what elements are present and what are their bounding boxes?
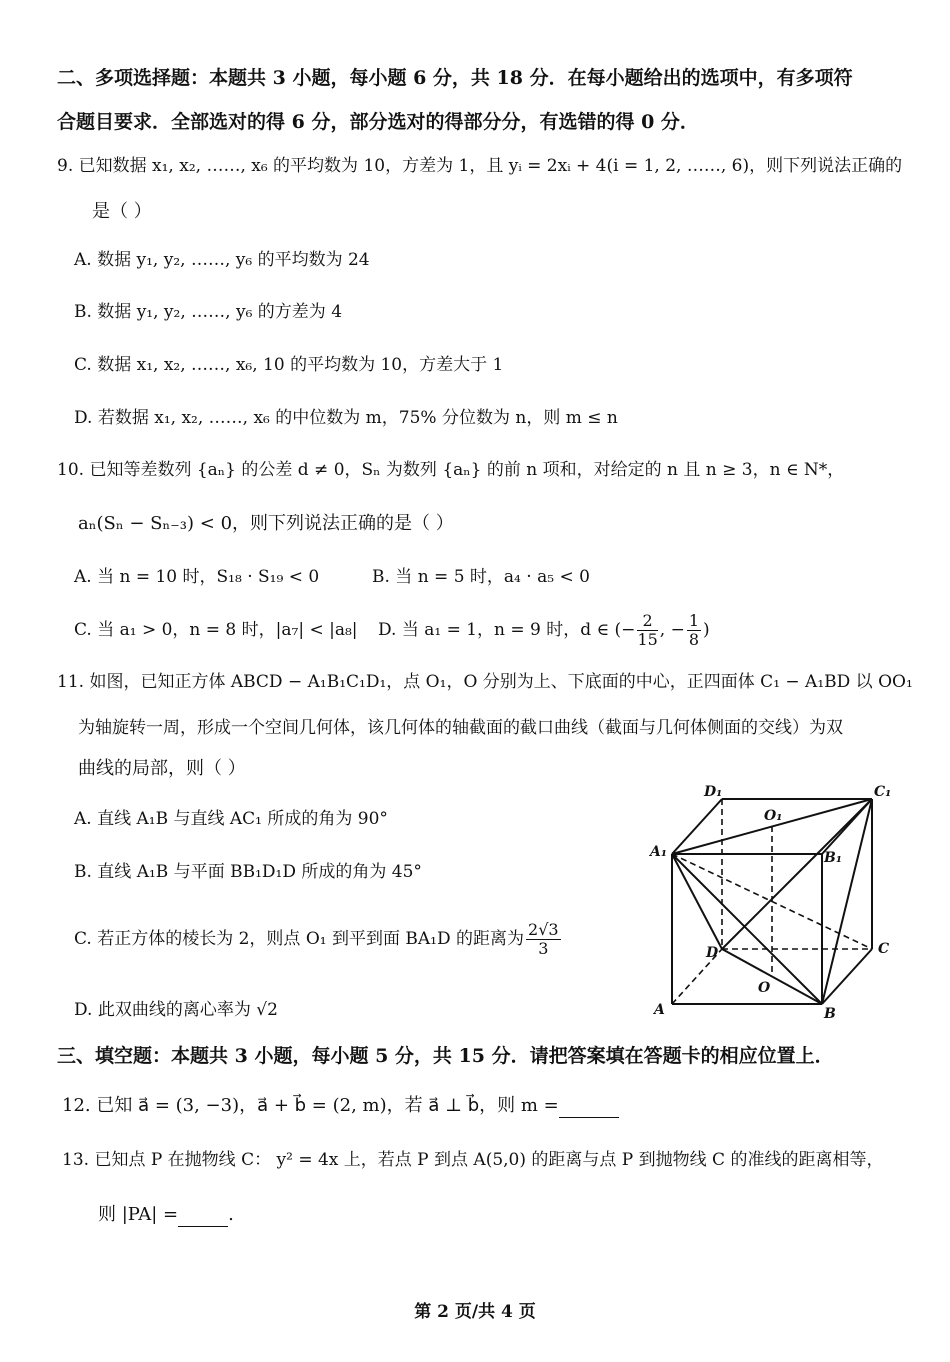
q9-stem-line1: 9. 已知数据 x₁, x₂, ……, x₆ 的平均数为 10，方差为 1，且 yᵢ = 2xᵢ + 4(i = 1, 2, ……, 6)，则下列说法正确的 [57, 156, 903, 176]
label-c: C [878, 941, 890, 957]
q10-option-d-suffix: ) [703, 620, 710, 640]
q12-text: 12. 已知 a⃗ = (3, −3)，a⃗ + b⃗ = (2, m)，若 a⃗ ⊥ b⃗，则 m = [62, 1095, 559, 1116]
label-d1: D₁ [704, 784, 723, 800]
q13-stem-line1: 13. 已知点 P 在抛物线 C： y² = 4x 上，若点 P 到点 A(5,0) 的距离与点 P 到抛物线 C 的准线的距离相等， [62, 1150, 884, 1170]
section3-heading: 三、填空题：本题共 3 小题，每小题 5 分，共 15 分．请把答案填在答题卡的相应位置上． [57, 1045, 834, 1067]
q11-stem-line3: 曲线的局部，则（ ） [78, 758, 246, 779]
answer-blank [559, 1099, 619, 1118]
q11-stem-line2: 为轴旋转一周，形成一个空间几何体，该几何体的轴截面的截口曲线（截面与几何体侧面的交线）为双 [78, 718, 843, 738]
fraction-1-8: $\frac{1}{8}$ [688, 611, 700, 649]
q9-option-d: D. 若数据 x₁, x₂, ……, x₆ 的中位数为 m，75% 分位数为 n，则 m ≤ n [74, 408, 618, 428]
label-o1: O₁ [764, 808, 783, 824]
edge-a1-b [672, 854, 822, 1004]
edge-c1-d [722, 799, 872, 949]
q11-option-b: B. 直线 A₁B 与平面 BB₁D₁D 所成的角为 45° [74, 862, 422, 882]
cube-figure [640, 782, 905, 1024]
label-b1: B₁ [824, 850, 842, 866]
q10-stem-line2: aₙ(Sₙ − Sₙ₋₃) < 0，则下列说法正确的是（ ） [78, 513, 454, 534]
q10-option-d [378, 612, 710, 649]
edge-a1-d [672, 854, 722, 949]
q11-stem-line1: 11. 如图，已知正方体 ABCD − A₁B₁C₁D₁，点 O₁，O 分别为上、下底面的中心，正四面体 C₁ − A₁BD 以 OO₁ [57, 672, 913, 692]
q9-option-a: A. 数据 y₁, y₂, ……, y₆ 的平均数为 24 [74, 250, 370, 270]
q9-stem-line2: 是（ ） [92, 201, 152, 222]
q10-stem-line1: 10. 已知等差数列 {aₙ} 的公差 d ≠ 0，Sₙ 为数列 {aₙ} 的前 n 项和，对给定的 n 且 n ≥ 3，n ∈ N*， [57, 460, 845, 480]
label-a: A [654, 1002, 665, 1018]
q10-option-d-prefix: D. 当 a₁ = 1，n = 9 时，d ∈ (− [378, 620, 636, 640]
q10-option-d-mid: , − [659, 620, 685, 640]
fraction-2-15: $\frac{2}{15}$ [637, 611, 658, 649]
q13-period: . [228, 1204, 234, 1225]
label-a1: A₁ [650, 844, 667, 860]
q13-stem-line2 [98, 1203, 234, 1227]
edge-c1-b [822, 799, 872, 1004]
q11-option-c [74, 921, 563, 958]
edge-a1-d1 [672, 799, 722, 854]
q10-option-a: A. 当 n = 10 时，S₁₈ · S₁₉ < 0 [74, 567, 320, 587]
section2-heading-line1: 二、多项选择题：本题共 3 小题，每小题 6 分，共 18 分．在每小题给出的选项中，有多项符 [57, 67, 853, 89]
label-b: B [824, 1006, 836, 1022]
section2-heading-line2: 合题目要求．全部选对的得 6 分，部分选对的得部分分，有选错的得 0 分． [57, 111, 699, 133]
q11-option-d: D. 此双曲线的离心率为 √2 [74, 1000, 278, 1020]
q9-option-b: B. 数据 y₁, y₂, ……, y₆ 的方差为 4 [74, 302, 343, 322]
q13-text: 则 |PA| = [98, 1204, 179, 1225]
q10-option-b: B. 当 n = 5 时，a₄ · a₅ < 0 [372, 567, 590, 587]
fraction-2sqrt3-3: $\frac{2√3}{3}$ [528, 920, 559, 958]
label-d: D [706, 945, 719, 961]
q11-option-c-text: C. 若正方体的棱长为 2，则点 O₁ 到平到面 BA₁D 的距离为 [74, 929, 525, 949]
q9-option-c: C. 数据 x₁, x₂, ……, x₆, 10 的平均数为 10，方差大于 1 [74, 355, 504, 375]
label-o: O [758, 980, 771, 996]
page-footer: 第 2 页/共 4 页 [414, 1302, 536, 1322]
q12-line [62, 1094, 619, 1118]
answer-blank [178, 1208, 228, 1227]
q10-option-c: C. 当 a₁ > 0，n = 8 时，|a₇| < |a₈| [74, 620, 358, 640]
label-c1: C₁ [874, 784, 892, 800]
q11-option-a: A. 直线 A₁B 与直线 AC₁ 所成的角为 90° [74, 809, 388, 829]
